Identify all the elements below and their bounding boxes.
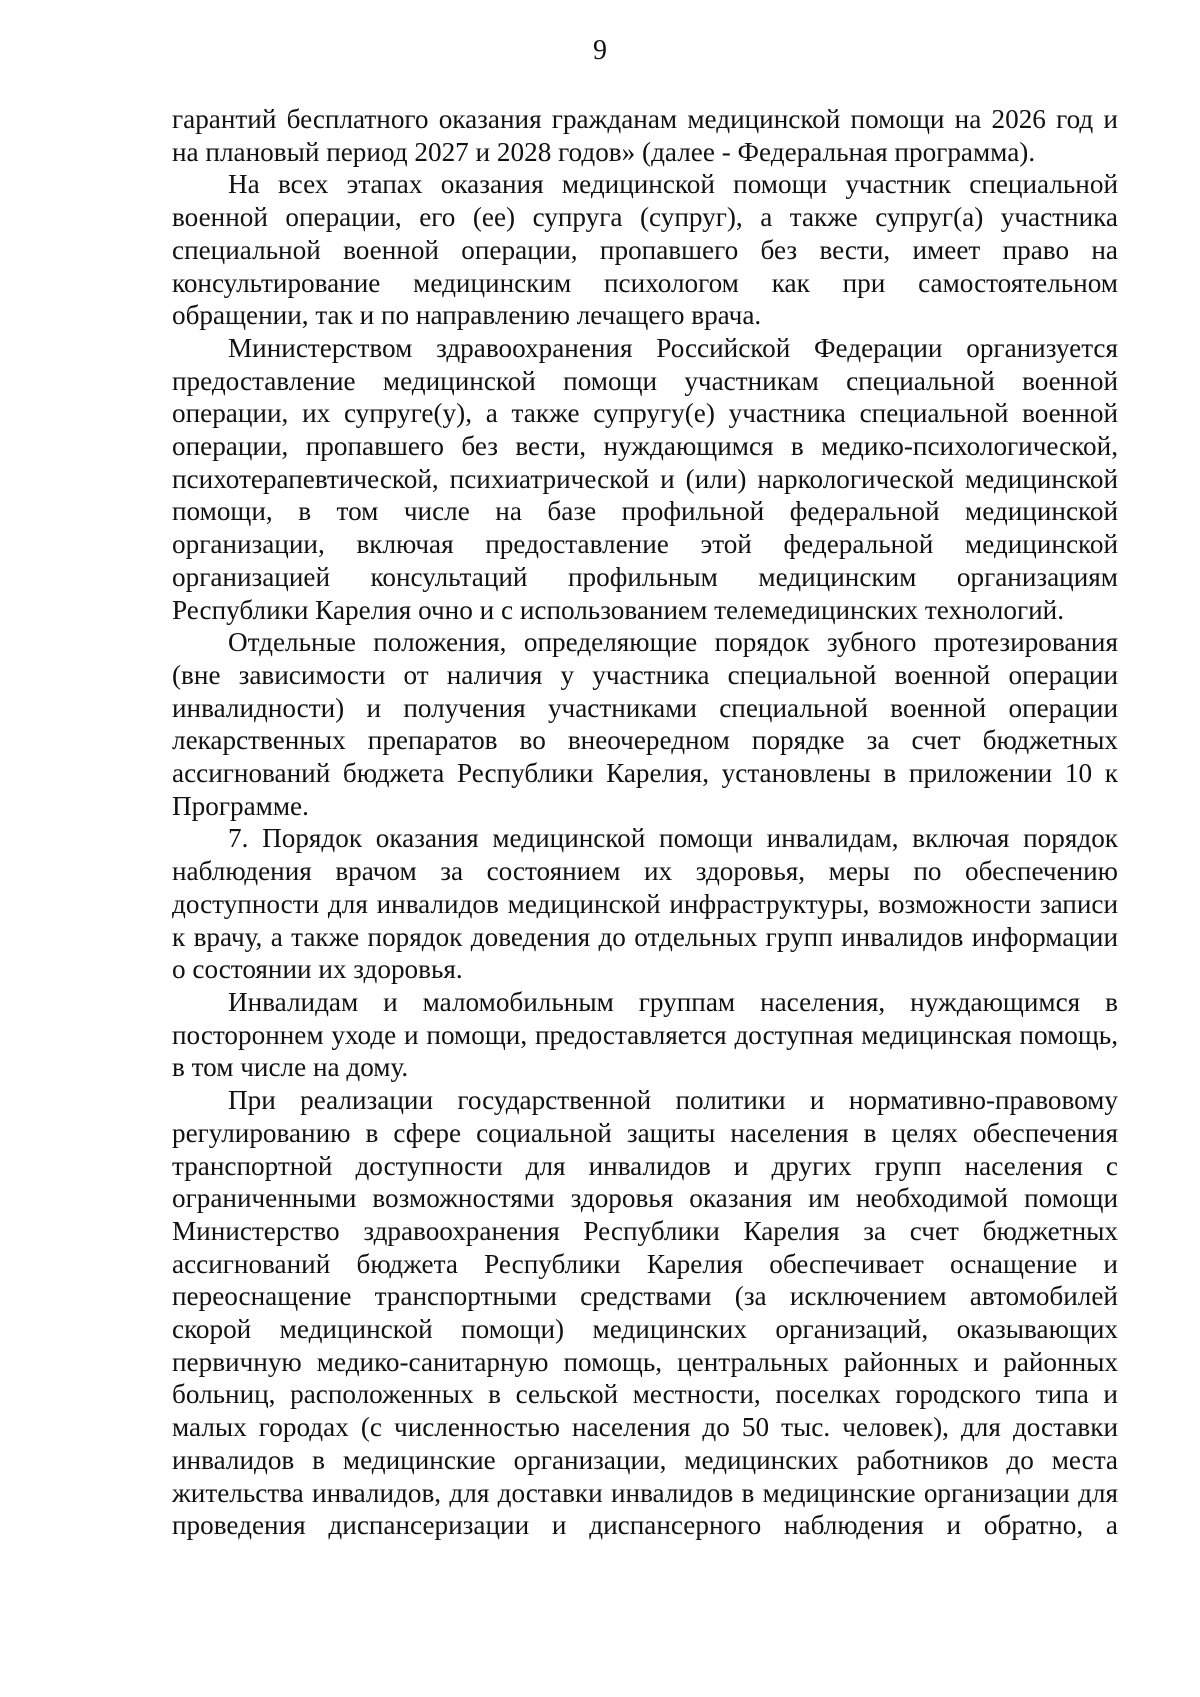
paragraph-svo-psychologist: На всех этапах оказания медицинской помощи участник специальной военной операции, его (ее) супруга (супруг), а также супруг(а) участника специальной военной операции, пропавшего без вести, имеет право на консультирование медицинским психологом как при самостоятельном обращении, так и по направлению лечащего врача. <box>172 169 1118 331</box>
paragraph-continuation: гарантий бесплатного оказания гражданам медицинской помощи на 2026 год и на плановый период 2027 и 2028 годов» (далее - Федеральная программа). <box>172 104 1118 167</box>
paragraph-ministry-federal-care: Министерством здравоохранения Российской Федерации организуется предоставление медицинской помощи участникам специальной военной операции, их супруге(у), а также супругу(е) участника специальной военной операции, пропавшего без вести, нуждающимся в медико-психологической, психотерапевтической, психиатрической и (или) наркологической медицинской помощи, в том числе на базе профильной федеральной медицинской организации, включая предоставление этой федеральной медицинской организацией консультаций профильным медицинским организациям Республики Карелия очно и с использованием телемедицинских технологий. <box>172 332 1118 625</box>
section-heading-7: 7. Порядок оказания медицинской помощи инвалидам, включая порядок наблюдения врачом за состоянием их здоровья, меры по обеспечению доступности для инвалидов медицинской инфраструктуры, возможности записи к врачу, а также порядок доведения до отдельных групп инвалидов информации о состоянии их здоровья. <box>172 823 1118 985</box>
paragraph-transport-access: При реализации государственной политики и нормативно-правовому регулированию в сфере социальной защиты населения в целях обеспечения транспортной доступности для инвалидов и других групп населения с ограниченными возможностями здоровья оказания им необходимой помощи Министерство здравоохранения Республики Карелия за счет бюджетных ассигнований бюджета Республики Карелия обеспечивает оснащение и переоснащение транспортными средствами (за исключением автомобилей скорой медицинской помощи) медицинских организаций, оказывающих первичную медико-санитарную помощь, центральных районных и районных больниц, расположенных в сельской местности, поселках городского типа и малых городах (с численностью населения до 50 тыс. человек), для доставки инвалидов в медицинские организации, медицинских работников до места жительства инвалидов, для доставки инвалидов в медицинские организации для проведения диспансеризации и диспансерного наблюдения и обратно, а <box>172 1085 1118 1541</box>
page-number: 9 <box>593 35 607 66</box>
paragraph-low-mobility: Инвалидам и маломобильным группам населения, нуждающимся в постороннем уходе и помощи, предоставляется доступная медицинская помощь, в том числе на дому. <box>172 986 1118 1083</box>
paragraph-dental-prosthetics: Отдельные положения, определяющие порядок зубного протезирования (вне зависимости от наличия у участника специальной военной операции инвалидности) и получения участниками специальной военной операции лекарственных препаратов во внеочередном порядке за счет бюджетных ассигнований бюджета Республики Карелия, установлены в приложении 10 к Программе. <box>172 627 1118 821</box>
document-body <box>172 103 1118 1542</box>
